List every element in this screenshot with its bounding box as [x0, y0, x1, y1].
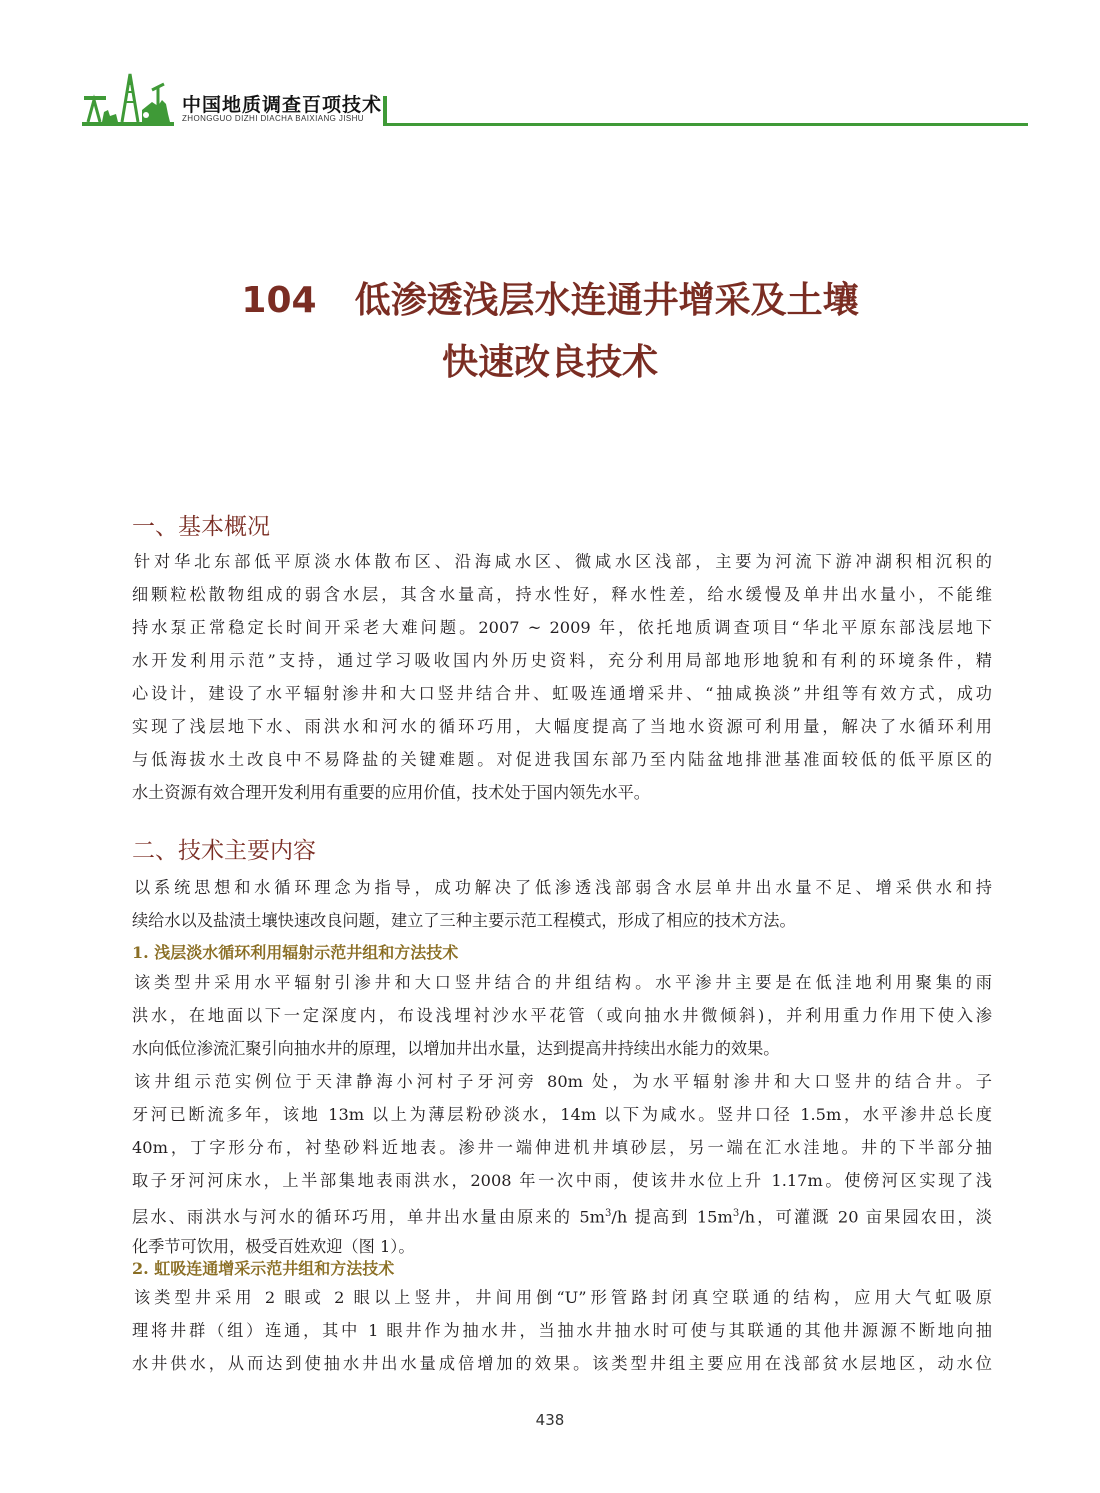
paragraph-line: 水向低位渗流汇聚引向抽水井的原理，以增加井出水量，达到提高井持续出水能力的效果。 — [132, 1039, 780, 1058]
section-heading-main-content: 二、技术主要内容 — [132, 838, 316, 864]
subsection-1-paragraph-2 — [132, 1065, 992, 1263]
oil-pump-logo-icon — [82, 70, 174, 128]
text-run: 层水、雨洪水与河水的循环巧用，单井出水量由原来的 5m — [132, 1207, 606, 1227]
page-number: 438 — [535, 1411, 565, 1429]
header-rule — [383, 123, 1028, 126]
header-subtitle: ZHONGGUO DIZHI DIACHA BAIXIANG JISHU — [182, 114, 364, 123]
paragraph-line: 实现了浅层地下水、雨洪水和河水的循环巧用，大幅度提高了当地水资源可利用量，解决了水循环利用 — [132, 717, 992, 736]
paragraph-line: 40m，丁字形分布，衬垫砂料近地表。渗井一端伸进机井填砂层，另一端在汇水洼地。井的下半部分抽 — [132, 1138, 992, 1157]
paragraph-line: 续给水以及盐渍土壤快速改良问题，建立了三种主要示范工程模式，形成了相应的技术方法。 — [132, 911, 796, 930]
paragraph-line: 理将井群（组）连通，其中 1 眼井作为抽水井，当抽水井抽水时可使与其联通的其他井源源不断地向抽 — [132, 1321, 992, 1340]
header-title: 中国地质调查百项技术 — [182, 94, 383, 116]
chapter-title-line-1: 低渗透浅层水连通井增采及土壤 — [354, 280, 859, 321]
paragraph-line: 以系统思想和水循环理念为指导，成功解决了低渗透浅部弱含水层单井出水量不足、增采供水和持 — [134, 878, 992, 897]
paragraph-line: 持水泵正常稳定长时间开采老大难问题。2007 ~ 2009 年，依托地质调查项目“华北平原东部浅层地下 — [132, 618, 992, 637]
paragraph-line: 化季节可饮用，极受百姓欢迎（图 1）。 — [132, 1237, 415, 1256]
text-run: /h 提高到 15m — [611, 1207, 733, 1227]
text-run: /h，可灌溉 20 亩果园农田，淡 — [739, 1207, 992, 1227]
overview-paragraph — [132, 545, 992, 809]
chapter-title-line-2: 快速改良技术 — [441, 342, 658, 383]
running-header — [82, 70, 1028, 130]
chapter-number: 104 — [241, 280, 317, 321]
paragraph-line: 水土资源有效合理开发利用有重要的应用价值，技术处于国内领先水平。 — [132, 783, 650, 802]
subsection-heading-2: 2. 虹吸连通增采示范井组和方法技术 — [132, 1259, 395, 1278]
paragraph-line: 细颗粒松散物组成的弱含水层，其含水量高，持水性好，释水性差，给水缓慢及单井出水量小，不能维 — [132, 585, 992, 604]
superscript: 3 — [732, 1208, 740, 1219]
section-heading-overview: 一、基本概况 — [132, 514, 270, 540]
paragraph-line: 牙河已断流多年，该地 13m 以上为薄层粉砂淡水，14m 以下为咸水。竖井口径 1.5m，水平渗井总长度 — [132, 1105, 992, 1124]
paragraph-line: 洪水，在地面以下一定深度内，布设浅埋衬沙水平花管（或向抽水井微倾斜)，并利用重力作用下使入渗 — [132, 1006, 992, 1025]
paragraph-line: 该类型井采用 2 眼或 2 眼以上竖井，井间用倒“U”形管路封闭真空联通的结构，应用大气虹吸原 — [134, 1288, 992, 1307]
paragraph-line: 心设计，建设了水平辐射渗井和大口竖井结合井、虹吸连通增采井、“抽咸换淡”井组等有效方式，成功 — [132, 684, 992, 703]
header-divider — [383, 96, 387, 126]
subsection-2-paragraph — [132, 1281, 992, 1380]
paragraph-line: 针对华北东部低平原淡水体散布区、沿海咸水区、微咸水区浅部，主要为河流下游冲湖积相沉积的 — [134, 552, 992, 571]
subsection-1-paragraph-1 — [132, 966, 992, 1065]
paragraph-line: 该类型井采用水平辐射引渗井和大口竖井结合的井组结构。水平渗井主要是在低洼地利用聚集的雨 — [134, 973, 992, 992]
paragraph-line — [132, 1197, 992, 1230]
main-content-intro — [132, 871, 992, 937]
superscript: 3 — [605, 1208, 612, 1219]
paragraph-line: 取子牙河河床水，上半部集地表雨洪水，2008 年一次中雨，使该井水位上升 1.17m。使傍河区实现了浅 — [132, 1171, 992, 1190]
chapter-title — [0, 280, 1100, 321]
paragraph-line: 水井供水，从而达到使抽水井出水量成倍增加的效果。该类型井组主要应用在浅部贫水层地区，动水位 — [132, 1354, 992, 1373]
paragraph-line: 与低海拔水土改良中不易降盐的关键难题。对促进我国东部乃至内陆盆地排泄基准面较低的低平原区的 — [132, 750, 992, 769]
paragraph-line: 水开发利用示范”支持，通过学习吸收国内外历史资料，充分利用局部地形地貌和有利的环境条件，精 — [132, 651, 992, 670]
subsection-heading-1: 1. 浅层淡水循环利用辐射示范井组和方法技术 — [132, 943, 459, 962]
paragraph-line: 该井组示范实例位于天津静海小河村子牙河旁 80m 处，为水平辐射渗井和大口竖井的结合井。子 — [134, 1072, 992, 1091]
